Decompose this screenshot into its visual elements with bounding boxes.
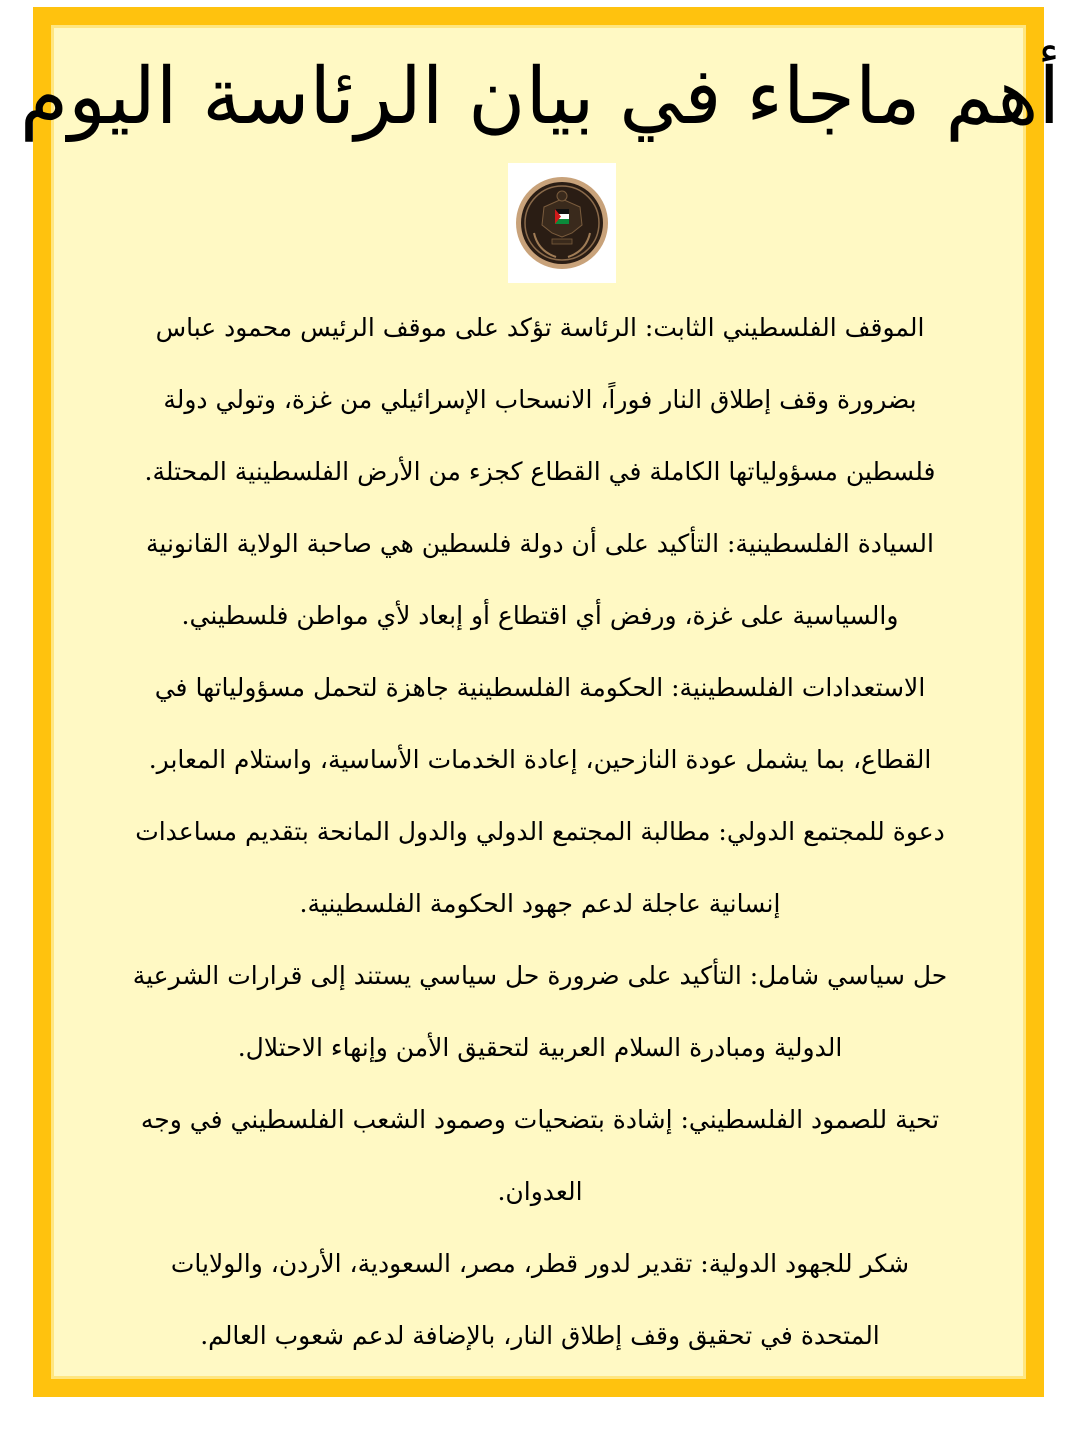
emblem-graphic — [508, 163, 616, 283]
page-title: أهم ماجاء في بيان الرئاسة اليوم — [19, 52, 1061, 142]
paragraph-preparations: الاستعدادات الفلسطينية: الحكومة الفلسطينية جاهزة لتحمل مسؤولياتها في القطاع، بما يشمل عودة النازحين، إعادة الخدمات الأساسية، واستلام المعابر. — [148, 673, 932, 774]
paragraph-political-solution: حل سياسي شامل: التأكيد على ضرورة حل سياسي يستند إلى قرارات الشرعية الدولية ومبادرة السلام العربية لتحقيق الأمن وإنهاء الاحتلال. — [132, 961, 948, 1062]
presidency-emblem-icon — [508, 163, 616, 283]
paragraph-steadfastness: تحية للصمود الفلسطيني: إشادة بتضحيات وصمود الشعب الفلسطيني في وجه العدوان. — [140, 1105, 940, 1206]
statement-body — [130, 292, 950, 1372]
paragraph-international-call: دعوة للمجتمع الدولي: مطالبة المجتمع الدولي والدول المانحة بتقديم مساعدات إنسانية عاجلة لدعم جهود الحكومة الفلسطينية. — [135, 817, 945, 918]
paragraph-sovereignty: السيادة الفلسطينية: التأكيد على أن دولة فلسطين هي صاحبة الولاية القانونية والسياسية على غزة، ورفض أي اقتطاع أو إبعاد لأي مواطن فلسطيني. — [146, 529, 934, 630]
paragraph-firm-position: الموقف الفلسطيني الثابت: الرئاسة تؤكد على موقف الرئيس محمود عباس بضرورة وقف إطلاق النار فوراً، الانسحاب الإسرائيلي من غزة، وتولي دولة فلسطين مسؤولياتها الكاملة في القطاع كجزء من الأرض الفلسطينية المحتلة. — [144, 313, 936, 486]
paragraph-thanks: شكر للجهود الدولية: تقدير لدور قطر، مصر، السعودية، الأردن، والولايات المتحدة في تحقيق وقف إطلاق النار، بالإضافة لدعم شعوب العالم. — [170, 1249, 910, 1350]
